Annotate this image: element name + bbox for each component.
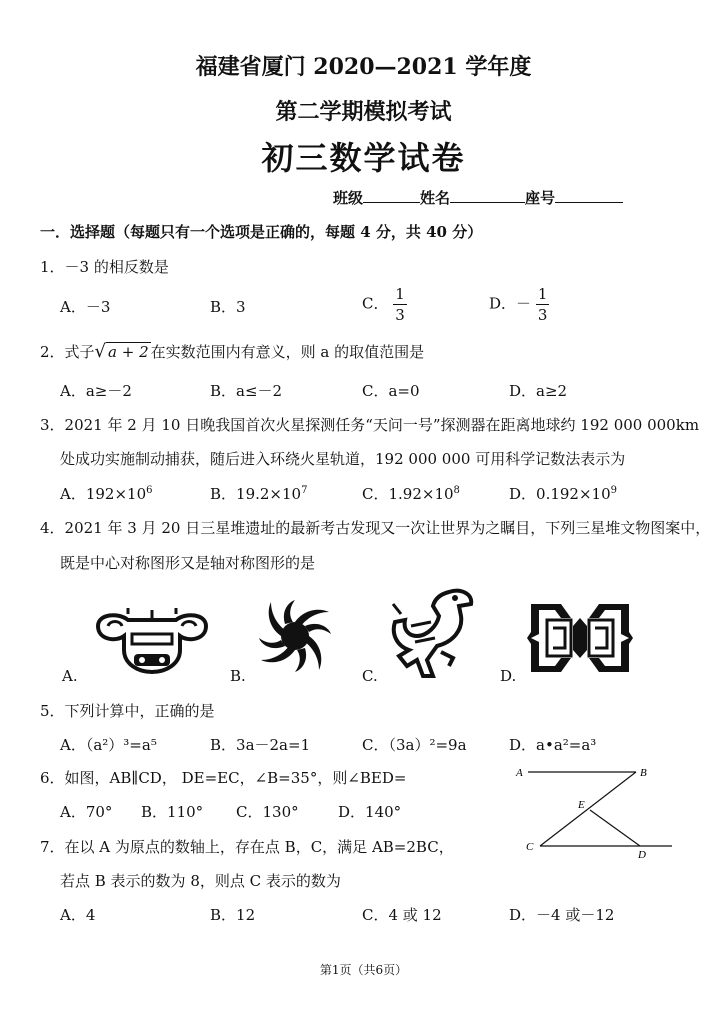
q5-option-c[interactable]: C．（3a）²=9a [362, 736, 467, 754]
class-blank[interactable] [363, 188, 420, 203]
q3-option-d[interactable]: D．$0.192\times 10^9$ [509, 485, 617, 503]
label-b: B [640, 767, 647, 779]
label-a: A [516, 767, 523, 779]
sqrt-icon: √ [94, 341, 107, 362]
q5-option-a[interactable]: A．（a²）³=a⁵ [60, 736, 157, 754]
q2-radicand: a + 2 [108, 343, 149, 361]
q4-stem-line1: 4．2021 年 3 月 20 日三星堆遗址的最新考古发现又一次让世界为之瞩目，下列三星堆文物图案中， [40, 519, 711, 537]
q2-option-a[interactable]: A．a≥－2 [60, 382, 132, 400]
exam-title-line2: 第二学期模拟考试 [275, 99, 452, 125]
student-info-row [333, 187, 623, 208]
q1-option-d-label: D．－ [489, 294, 532, 313]
artifact-pattern-image[interactable] [527, 598, 633, 678]
q3-stem-line2: 处成功实施制动捕获，随后进入环绕火星轨道，192 000 000 可用科学记数法表示为 [60, 450, 626, 468]
q1-option-a[interactable]: A．－3 [60, 298, 111, 316]
label-d: D [638, 849, 646, 861]
line-bc [540, 772, 636, 846]
seat-label: 座号 [525, 189, 556, 207]
q7-option-c[interactable]: C．4 或 12 [362, 906, 442, 924]
q3-option-a[interactable]: A．$192\times 10^6$ [60, 485, 153, 503]
q3-option-c[interactable]: C．$1.92\times 10^8$ [362, 485, 460, 503]
q1-option-c[interactable] [362, 284, 407, 325]
q4-stem-line2: 既是中心对称图形又是轴对称图形的是 [60, 554, 316, 572]
exam-title-line1: 福建省厦门 2020—2021 学年度 [195, 54, 532, 80]
q2-option-b[interactable]: B．a≤－2 [210, 382, 283, 400]
q2-stem: 2．式子√ a + 2 在实数范围内有意义，则 a 的取值范围是 [40, 341, 425, 362]
q3-stem-line1: 3．2021 年 2 月 10 日晚我国首次火星探测任务“天问一号”探测器在距离地球约 192 000 000km [40, 416, 700, 434]
artifact-mask-image[interactable] [88, 606, 216, 678]
q2-option-c[interactable]: C．a=0 [362, 382, 420, 400]
q5-stem: 5．下列计算中，正确的是 [40, 702, 215, 720]
line-ed [590, 810, 640, 846]
artifact-swirl-image[interactable] [257, 598, 333, 674]
q7-option-b[interactable]: B．12 [210, 906, 256, 924]
exam-title-main: 初三数学试卷 [261, 139, 466, 177]
name-label: 姓名 [420, 189, 451, 207]
page-footer: 第1页（共6页） [319, 963, 408, 977]
q1-option-d-fraction: $\frac{1}{3}$ [537, 285, 548, 324]
q1-option-d[interactable] [489, 284, 549, 325]
label-e: E [578, 799, 585, 811]
label-c: C [526, 841, 534, 853]
q4-option-a[interactable]: A. [62, 667, 78, 685]
section-heading: 一．选择题（每题只有一个选项是正确的，每题 4 分，共 40 分） [40, 223, 483, 241]
q3-option-b[interactable]: B．$19.2\times 10^7$ [210, 485, 308, 503]
q1-option-c-label: C． [362, 294, 389, 313]
q6-option-d[interactable]: D．140° [338, 803, 402, 821]
q1-option-c-fraction: $\frac{1}{3}$ [395, 285, 405, 324]
q1-stem: 1．－3 的相反数是 [40, 258, 169, 276]
q2-option-d[interactable]: D．a≥2 [509, 382, 568, 400]
q4-option-d[interactable]: D. [500, 667, 517, 685]
q5-option-d[interactable]: D．a•a²=a³ [509, 736, 597, 754]
q7-option-d[interactable]: D．－4 或－12 [509, 906, 615, 924]
class-label: 班级 [333, 189, 364, 207]
q5-option-b[interactable]: B．3a－2a=1 [210, 736, 311, 754]
artifact-bird-image[interactable] [387, 586, 479, 680]
q6-option-b[interactable]: B．110° [141, 803, 204, 821]
q6-stem: 6．如图，AB∥CD， DE=EC，∠B=35°，则∠BED= [40, 769, 407, 787]
q7-stem-line1: 7．在以 A 为原点的数轴上，存在点 B，C，满足 AB=2BC， [40, 838, 454, 856]
q1-option-b[interactable]: B．3 [210, 298, 246, 316]
q6-option-c[interactable]: C．130° [236, 803, 299, 821]
seat-blank[interactable] [555, 188, 623, 203]
geometry-diagram [510, 762, 680, 862]
q6-option-a[interactable]: A．70° [60, 803, 113, 821]
q4-option-b[interactable]: B. [230, 667, 246, 685]
name-blank[interactable] [450, 188, 525, 203]
q7-stem-line2: 若点 B 表示的数为 8，则点 C 表示的数为 [60, 872, 341, 890]
q4-option-c[interactable]: C. [362, 667, 378, 685]
q7-option-a[interactable]: A．4 [60, 906, 96, 924]
